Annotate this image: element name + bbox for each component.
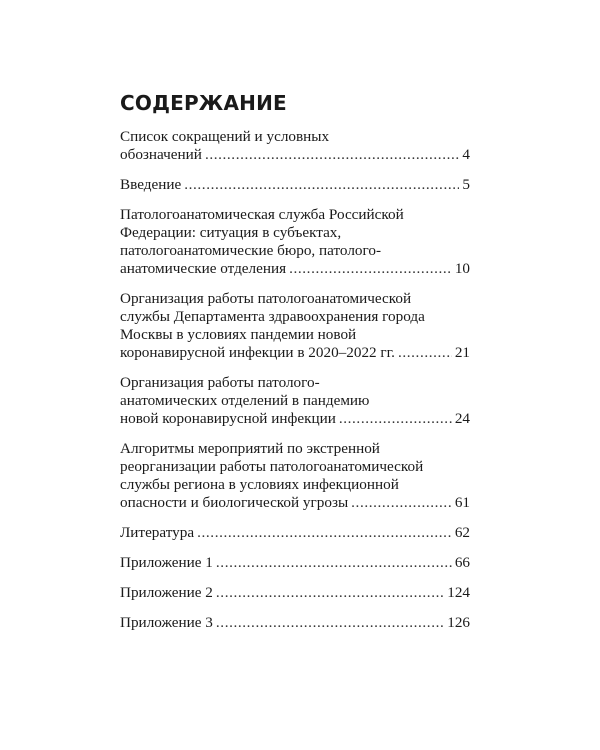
toc-entry-last-line bbox=[120, 146, 470, 164]
toc-entry-title: новой коронавирусной инфекции bbox=[120, 410, 336, 427]
toc-entry-title: Приложение 1 bbox=[120, 554, 213, 571]
toc-entry[interactable] bbox=[120, 374, 470, 428]
toc-entry-line: реорганизации работы патологоанатомической bbox=[120, 458, 424, 475]
toc-entry-line: Список сокращений и условных bbox=[120, 128, 330, 145]
dot-leader bbox=[184, 176, 459, 194]
toc-page-number: 126 bbox=[447, 614, 470, 631]
toc-entry[interactable] bbox=[120, 206, 470, 278]
toc-entry-line: Москвы в условиях пандемии новой bbox=[120, 326, 357, 343]
toc-entry-title: Введение bbox=[120, 176, 182, 193]
toc-entry-title: Приложение 2 bbox=[120, 584, 213, 601]
toc-entry-line: службы Департамента здравоохранения города bbox=[120, 308, 425, 325]
dot-leader bbox=[289, 260, 452, 278]
toc-entry-last-line bbox=[120, 410, 470, 428]
toc-entry[interactable] bbox=[120, 584, 470, 602]
toc-page-number: 5 bbox=[462, 176, 470, 193]
toc-entry-title: обозначений bbox=[120, 146, 202, 163]
toc-page-number: 21 bbox=[454, 344, 470, 361]
toc-entry-line: патологоанатомические бюро, патолого- bbox=[120, 242, 381, 259]
dot-leader bbox=[205, 146, 459, 164]
toc-entry[interactable] bbox=[120, 128, 470, 164]
toc-entry-line: Патологоанатомическая служба Российской bbox=[120, 206, 404, 223]
toc-entry-title: опасности и биологической угрозы bbox=[120, 494, 349, 511]
toc-entry-title: коронавирусной инфекции в 2020–2022 гг. bbox=[120, 344, 395, 361]
toc-entry[interactable] bbox=[120, 290, 470, 362]
toc-entry-title: Приложение 3 bbox=[120, 614, 213, 631]
toc-entry[interactable] bbox=[120, 440, 470, 512]
toc-page-number: 24 bbox=[454, 410, 470, 427]
toc-entry-last-line bbox=[120, 524, 470, 542]
toc-entry-last-line bbox=[120, 176, 470, 194]
toc-entry[interactable] bbox=[120, 614, 470, 632]
dot-leader bbox=[216, 554, 452, 572]
dot-leader bbox=[216, 584, 444, 602]
toc-entry-last-line bbox=[120, 260, 470, 278]
toc-entry-line: Алгоритмы мероприятий по экстренной bbox=[120, 440, 380, 457]
toc-entry-last-line bbox=[120, 494, 470, 512]
toc-entry-title: Литература bbox=[120, 524, 195, 541]
toc-page-number: 62 bbox=[454, 524, 470, 541]
toc-entry-last-line bbox=[120, 614, 470, 632]
toc-entry-last-line bbox=[120, 344, 470, 362]
toc-entry-line: Организация работы патолого- bbox=[120, 374, 320, 391]
toc-entry[interactable] bbox=[120, 554, 470, 572]
toc-entry-line: анатомических отделений в пандемию bbox=[120, 392, 370, 409]
toc-page-number: 124 bbox=[447, 584, 470, 601]
toc-entry-line: Организация работы патологоанатомической bbox=[120, 290, 412, 307]
toc-entry-line: Федерации: ситуация в субъектах, bbox=[120, 224, 342, 241]
dot-leader bbox=[339, 410, 452, 428]
toc-entry-last-line bbox=[120, 584, 470, 602]
dot-leader bbox=[216, 614, 444, 632]
toc-entry[interactable] bbox=[120, 176, 470, 194]
toc-page-number: 10 bbox=[454, 260, 470, 277]
toc-entry-title: анатомические отделения bbox=[120, 260, 287, 277]
toc-page-number: 61 bbox=[454, 494, 470, 511]
toc-page-number: 66 bbox=[454, 554, 470, 571]
dot-leader bbox=[398, 344, 452, 362]
toc-page-number: 4 bbox=[462, 146, 470, 163]
toc-list bbox=[120, 128, 470, 644]
dot-leader bbox=[351, 494, 452, 512]
toc-entry-line: службы региона в условиях инфекционной bbox=[120, 476, 399, 493]
toc-entry-last-line bbox=[120, 554, 470, 572]
toc-title: СОДЕРЖАНИЕ bbox=[120, 91, 287, 115]
toc-entry[interactable] bbox=[120, 524, 470, 542]
dot-leader bbox=[197, 524, 452, 542]
